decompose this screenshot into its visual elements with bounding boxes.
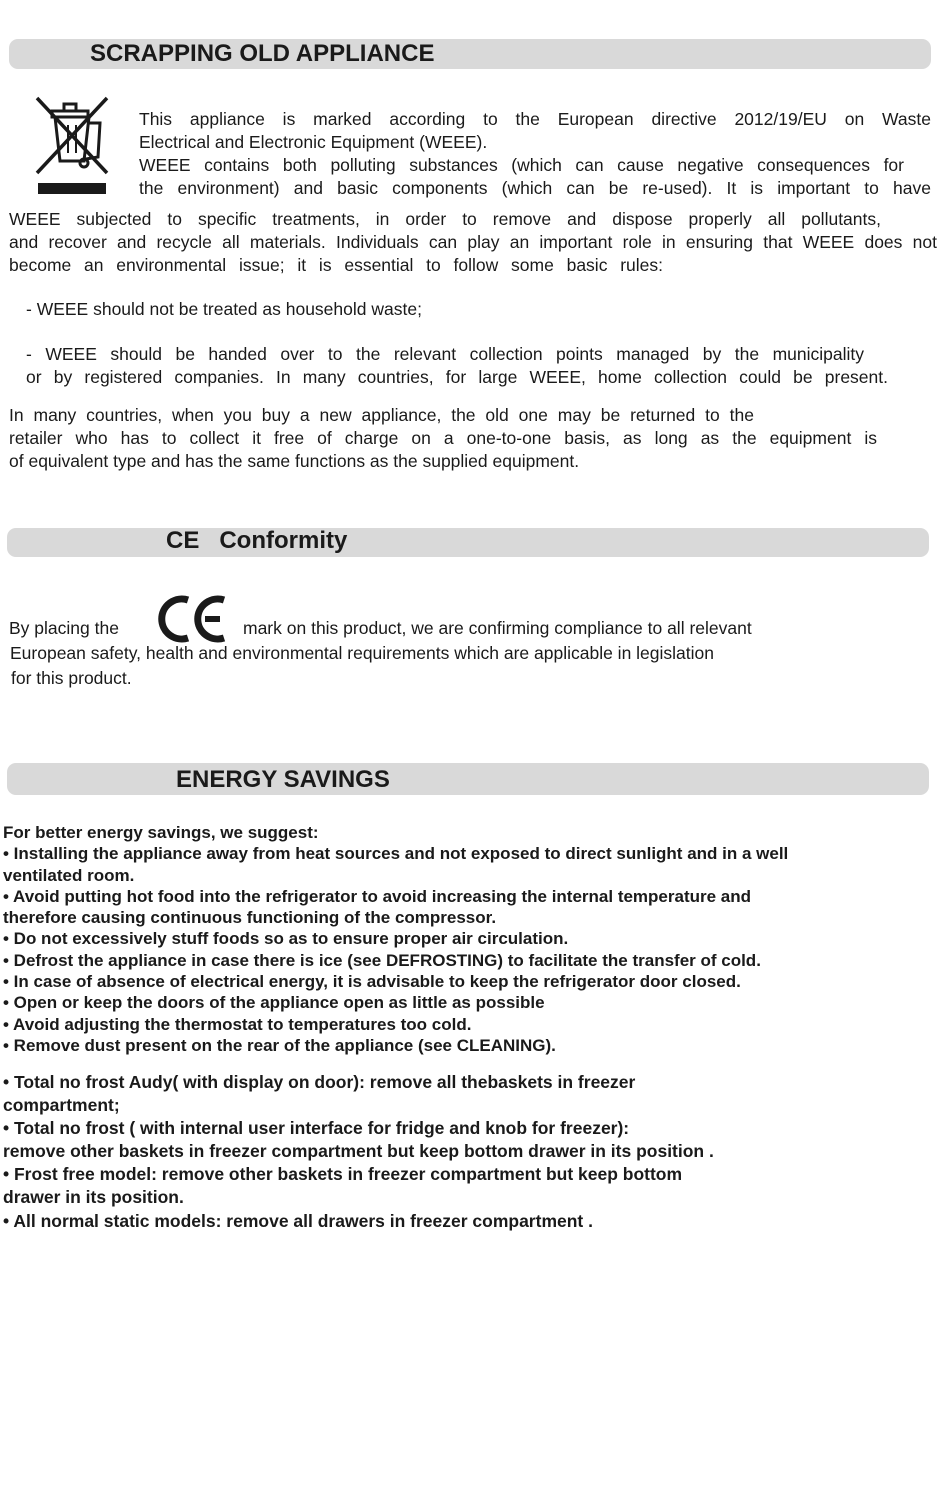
energy-tip-line: ventilated room. xyxy=(3,865,135,885)
weee-continuation-paragraph xyxy=(9,208,937,277)
retail-line: retailer who has to collect it free of charge on a one-to-one basis, as long as the equipment is xyxy=(9,428,877,448)
weee-cont-line: and recover and recycle all materials. Individuals can play an important role in ensuring that WEEE does not xyxy=(9,232,937,252)
energy-tip-line: therefore causing continuous functioning of the compressor. xyxy=(3,908,497,928)
weee-cont-line: WEEE subjected to specific treatments, in order to remove and dispose properly all pollutants, xyxy=(9,209,881,229)
energy-tip-line: • Avoid putting hot food into the refrigerator to avoid increasing the internal temperature and xyxy=(3,886,752,906)
energy-tip-line: • Defrost the appliance in case there is ice (see DEFROSTING) to facilitate the transfer of cold. xyxy=(3,950,761,970)
weee-intro-line: the environment) and basic components (which can be re-used). It is important to have xyxy=(139,178,931,198)
energy-tip-line: For better energy savings, we suggest: xyxy=(3,823,319,842)
rule-item xyxy=(26,343,888,389)
section-header-bar-ce xyxy=(7,528,929,557)
ce-line-2: European safety, health and environmental requirements which are applicable in legislation xyxy=(10,643,714,663)
energy-tip-line: • Avoid adjusting the thermostat to temperatures too cold. xyxy=(3,1014,472,1034)
ce-line-3: for this product. xyxy=(11,668,132,688)
section-title-ce: CE Conformity xyxy=(166,527,348,554)
ce-line-1-before: By placing the xyxy=(9,618,119,638)
energy-tip-line: • Open or keep the doors of the appliance open as little as possible xyxy=(3,993,545,1013)
energy-tip-line: • Installing the appliance away from heat sources and not exposed to direct sunlight and in a well xyxy=(3,844,789,864)
ce-line-1-after: mark on this product, we are confirming compliance to all relevant xyxy=(243,618,752,638)
basket-line: compartment; xyxy=(3,1095,120,1115)
section-title-scrapping: SCRAPPING OLD APPLIANCE xyxy=(90,40,435,67)
energy-tip-line: • Remove dust present on the rear of the appliance (see CLEANING). xyxy=(3,1035,556,1055)
basket-line: • Total no frost Audy( with display on door): remove all thebaskets in freezer xyxy=(3,1072,636,1092)
basket-line: drawer in its position. xyxy=(3,1187,184,1207)
energy-tip-line: • Do not excessively stuff foods so as to ensure proper air circulation. xyxy=(3,929,569,949)
weee-intro-line: WEEE contains both polluting substances (which can cause negative consequences for xyxy=(139,155,904,175)
rule-line: - WEEE should be handed over to the relevant collection points managed by the municipality xyxy=(26,344,864,364)
weee-cont-line: become an environmental issue; it is essential to follow some basic rules: xyxy=(9,255,663,275)
rule-line: - WEEE should not be treated as household waste; xyxy=(26,299,422,319)
retail-line: In many countries, when you buy a new appliance, the old one may be returned to the xyxy=(9,405,754,425)
rule-line: or by registered companies. In many countries, for large WEEE, home collection could be present. xyxy=(26,367,888,387)
crossed-out-wheelie-bin-icon xyxy=(34,95,110,197)
basket-line: • Total no frost ( with internal user interface for fridge and knob for freezer): xyxy=(3,1118,630,1138)
weee-intro-line: This appliance is marked according to the European directive 2012/19/EU on Waste xyxy=(139,109,931,129)
retail-paragraph xyxy=(9,404,877,473)
energy-tips-list xyxy=(3,822,788,1056)
ce-mark-icon xyxy=(158,594,230,644)
basket-line: remove other baskets in freezer compartment but keep bottom drawer in its position . xyxy=(3,1141,714,1161)
weee-intro-paragraph xyxy=(139,108,931,200)
section-header-bar-energy xyxy=(7,763,929,795)
basket-removal-list xyxy=(3,1071,714,1233)
retail-line: of equivalent type and has the same functions as the supplied equipment. xyxy=(9,451,580,471)
basket-line: • All normal static models: remove all drawers in freezer compartment . xyxy=(3,1211,593,1231)
rule-item xyxy=(26,298,422,321)
energy-tip-line: • In case of absence of electrical energy, it is advisable to keep the refrigerator door closed. xyxy=(3,972,741,992)
weee-intro-line: Electrical and Electronic Equipment (WEEE). xyxy=(139,132,488,152)
basket-line: • Frost free model: remove other baskets in freezer compartment but keep bottom xyxy=(3,1164,683,1184)
section-title-energy: ENERGY SAVINGS xyxy=(176,766,390,793)
